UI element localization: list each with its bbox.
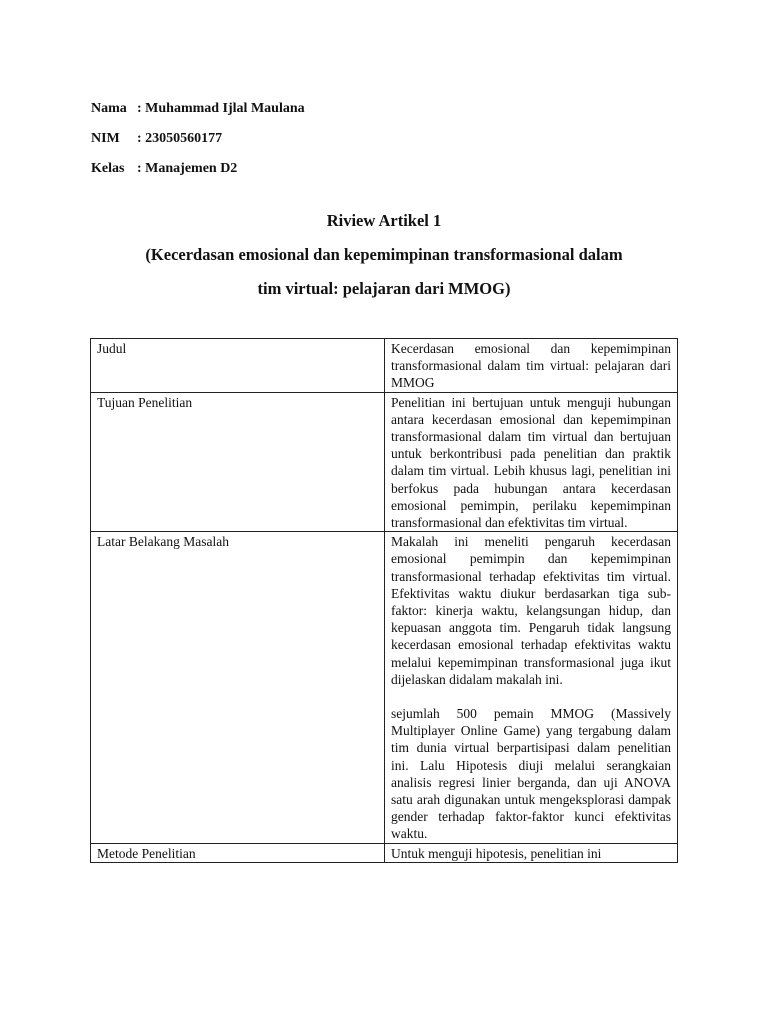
nim-row: [91, 124, 305, 154]
name-label: Nama: [91, 101, 127, 116]
row-value: [385, 339, 678, 393]
class-row: [91, 154, 305, 184]
name-row: [91, 94, 305, 124]
row-value: [385, 843, 678, 862]
row-paragraph: Makalah ini meneliti pengaruh kecerdasan emosional pemimpin dan kepemimpinan transformasional terhadap efektivitas tim virtual. Efektivitas waktu diukur berdasarkan tiga sub-faktor: kinerja waktu, kelangsungan hidup, dan kepuasan anggota tim. Pengaruh tidak langsung kecerdasan emosional terhadap efektivitas waktu melalui kepemimpinan transformasional juga ikut dijelaskan didalam makalah ini.: [391, 534, 671, 687]
name-value: : Muhammad Ijlal Maulana: [137, 101, 305, 116]
class-value: : Manajemen D2: [137, 161, 238, 176]
table-row: [91, 392, 678, 532]
class-label: Kelas: [91, 161, 125, 176]
review-table: [90, 338, 678, 863]
nim-label: NIM: [91, 131, 120, 146]
document-subtitle-line2: tim virtual: pelajaran dari MMOG): [257, 279, 511, 298]
nim-value: : 23050560177: [137, 131, 223, 146]
row-paragraph: Untuk menguji hipotesis, penelitian ini: [391, 845, 602, 861]
row-label: Judul: [91, 339, 385, 393]
table-row: [91, 843, 678, 862]
row-value: [385, 392, 678, 532]
student-info: [91, 94, 305, 184]
row-paragraph: sejumlah 500 pemain MMOG (Massively Multiplayer Online Game) yang tergabung dalam tim dunia virtual berpartisipasi dalam penelitian ini. Lalu Hipotesis diuji melalui serangkaian analisis regresi linier berganda, dan uji ANOVA satu arah digunakan untuk mengeksplorasi dampak gender terhadap faktor-faktor kunci efektivitas waktu.: [391, 706, 671, 842]
document-title: Riview Artikel 1: [326, 211, 442, 230]
row-paragraph: Kecerdasan emosional dan kepemimpinan transformasional dalam tim virtual: pelajaran dari MMOG: [391, 341, 671, 391]
row-label: Metode Penelitian: [91, 843, 385, 862]
document-subtitle-line1: (Kecerdasan emosional dan kepemimpinan transformasional dalam: [145, 245, 623, 264]
row-label: Tujuan Penelitian: [91, 392, 385, 532]
row-label: Latar Belakang Masalah: [91, 532, 385, 843]
row-paragraph: Penelitian ini bertujuan untuk menguji hubungan antara kecerdasan emosional dan kepemimpinan transformasional dalam tim virtual dan bertujuan untuk berkontribusi pada penelitian dan praktik dalam tim virtual. Lebih khusus lagi, penelitian ini berfokus pada hubungan antara kecerdasan emosional pemimpin, perilaku kepemimpinan transformasional dan efektivitas tim virtual.: [391, 394, 671, 531]
table-row: [91, 339, 678, 393]
table-row: [91, 532, 678, 843]
row-value: [385, 532, 678, 843]
